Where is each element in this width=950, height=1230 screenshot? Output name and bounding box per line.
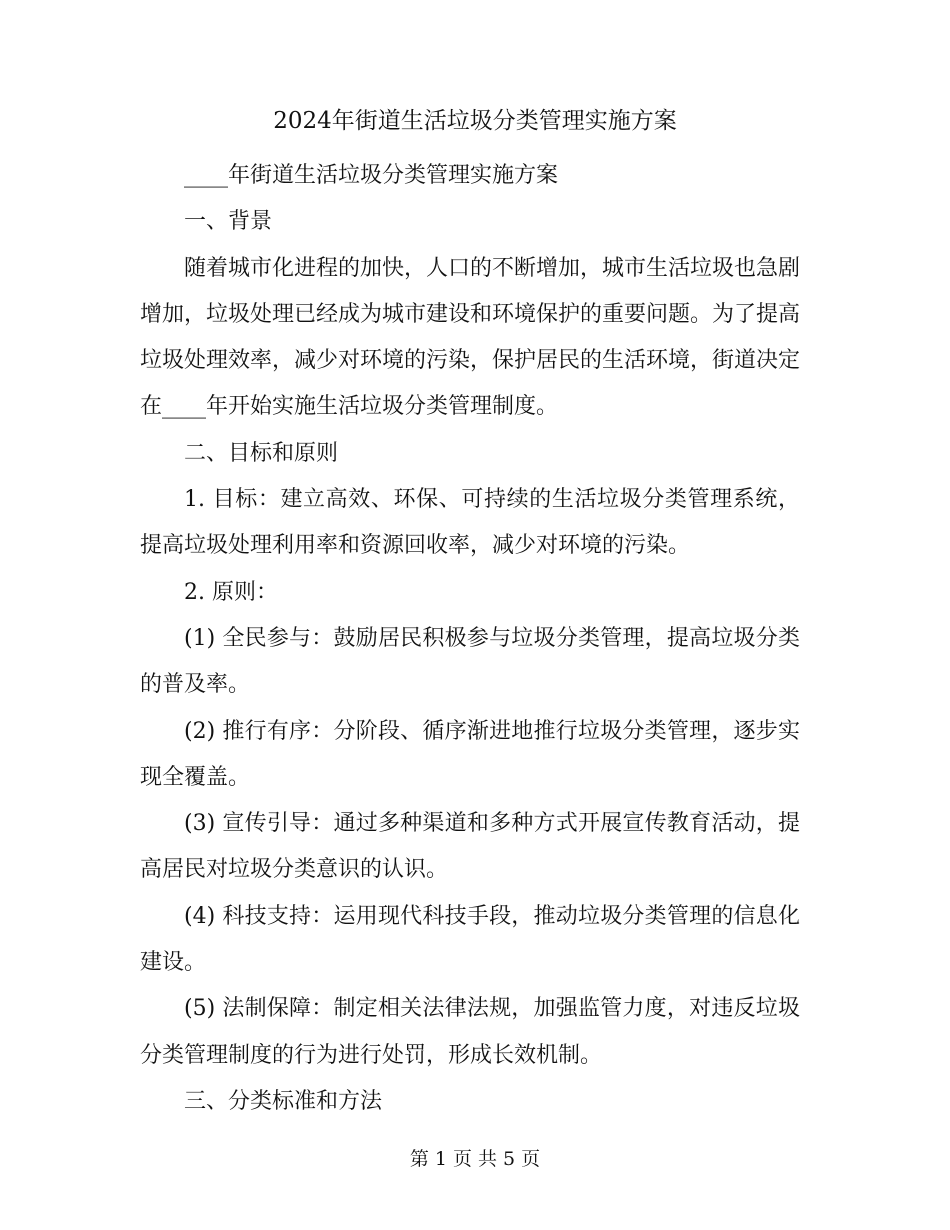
principle-item-5: (5) 法制保障：制定相关法律法规，加强监管力度，对违反垃圾分类管理制度的行为进行处罚，形成长效机制。 (140, 996, 800, 1068)
principles-heading: 2. 原则： (184, 579, 278, 605)
subtitle-paragraph: ____年街道生活垃圾分类管理实施方案 (184, 163, 559, 188)
section-heading-goals: 二、目标和原则 (184, 440, 339, 466)
section-heading-standards: 三、分类标准和方法 (184, 1088, 383, 1114)
document-body (140, 153, 800, 1125)
principle-item-3: (3) 宣传引导：通过多种渠道和多种方式开展宣传教育活动，提高居民对垃圾分类意识的认识。 (140, 811, 800, 883)
principle-item-4: (4) 科技支持：运用现代科技手段，推动垃圾分类管理的信息化建设。 (140, 903, 800, 976)
background-paragraph: 随着城市化进程的加快，人口的不断增加，城市生活垃圾也急剧增加，垃圾处理已经成为城市建设和环境保护的重要问题。为了提高垃圾处理效率，减少对环境的污染，保护居民的生活环境，街道决定在____年开始实施生活垃圾分类管理制度。 (140, 255, 801, 420)
principle-item-2: (2) 推行有序：分阶段、循序渐进地推行垃圾分类管理，逐步实现全覆盖。 (140, 718, 800, 790)
document-title: 2024年街道生活垃圾分类管理实施方案 (273, 108, 677, 134)
page-number-footer: 第 1 页 共 5 页 (409, 1148, 541, 1170)
principle-item-1: (1) 全民参与：鼓励居民积极参与垃圾分类管理，提高垃圾分类的普及率。 (140, 625, 800, 698)
goal-paragraph: 1. 目标：建立高效、环保、可持续的生活垃圾分类管理系统，提高垃圾处理利用率和资源回收率，减少对环境的污染。 (140, 487, 800, 559)
section-heading-background: 一、背景 (184, 209, 273, 235)
